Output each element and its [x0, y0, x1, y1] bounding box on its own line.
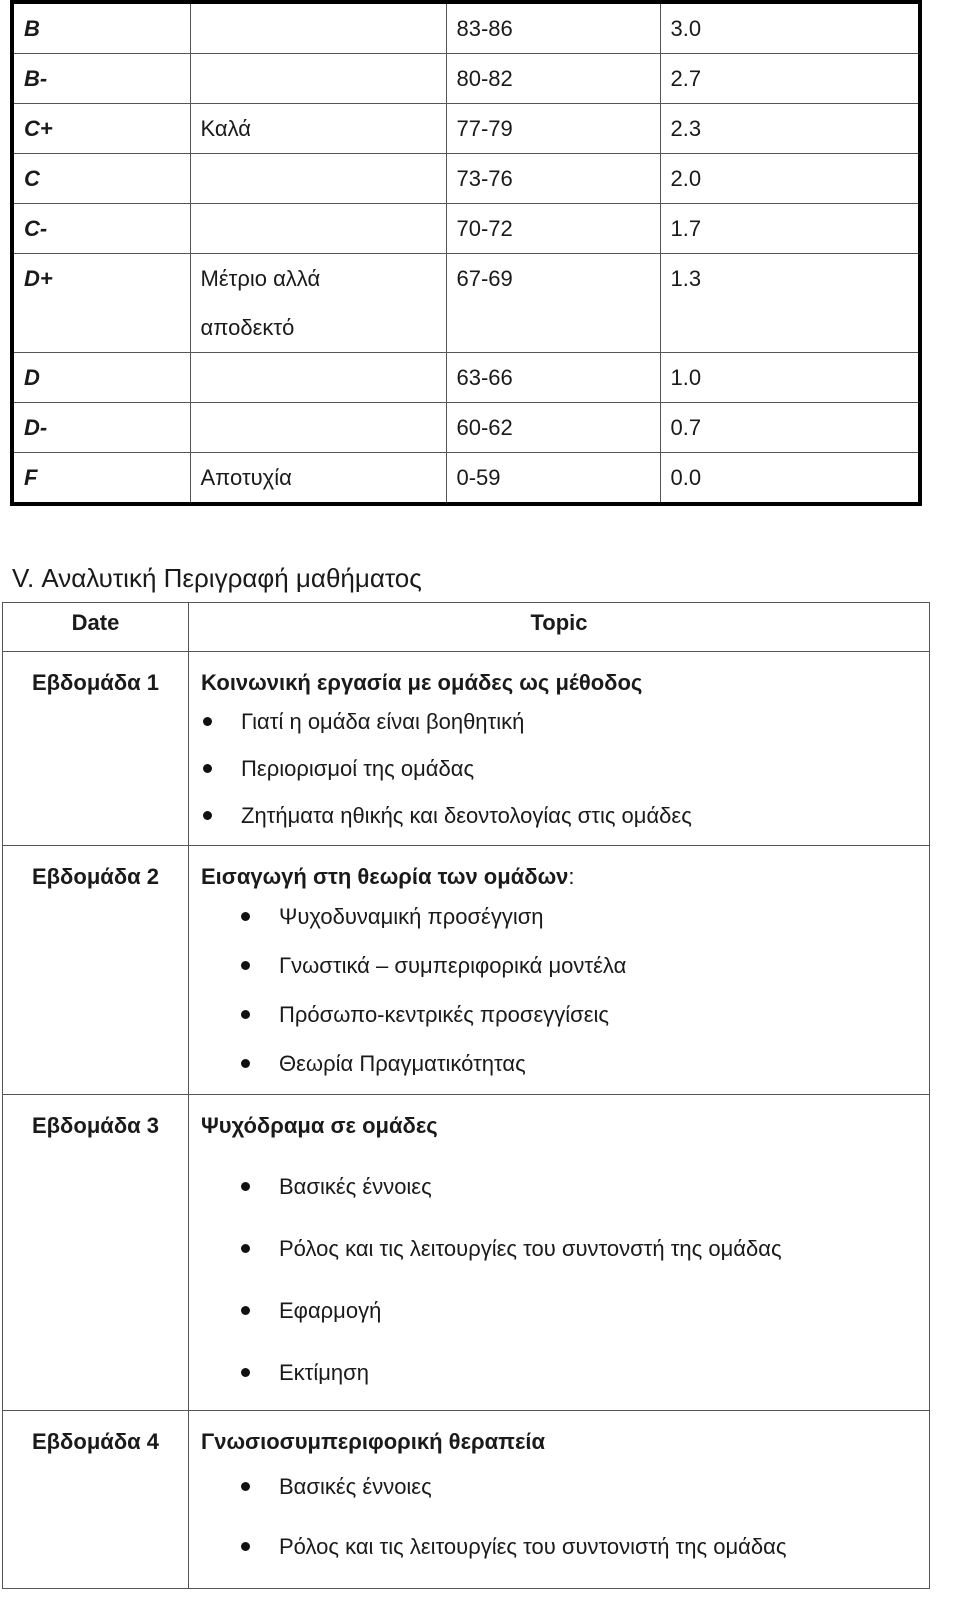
bullet-icon — [241, 912, 250, 921]
bullet-icon — [241, 1542, 250, 1551]
week-label: Εβδομάδα 1 — [3, 652, 189, 846]
table-row — [12, 403, 920, 453]
grade-letter: F — [12, 453, 190, 505]
list-item-text: Ρόλος και τις λειτουργίες του συντονστή της ομάδας — [279, 1236, 782, 1261]
topic-title — [201, 862, 919, 892]
grade-description-line: αποδεκτό — [200, 315, 295, 340]
column-header-topic: Topic — [189, 603, 930, 652]
grade-range: 70-72 — [446, 204, 660, 254]
grade-description: Καλά — [190, 104, 446, 154]
topic-cell — [189, 846, 930, 1095]
grade-points: 1.0 — [660, 353, 920, 403]
list-item — [201, 990, 919, 1039]
grade-letter: C — [12, 154, 190, 204]
topic-list — [201, 1457, 919, 1577]
bullet-icon — [241, 1482, 250, 1491]
grade-points: 2.7 — [660, 54, 920, 104]
grade-description: Αποτυχία — [190, 453, 446, 505]
grade-description — [190, 54, 446, 104]
grade-letter: C- — [12, 204, 190, 254]
topic-title-suffix: : — [568, 864, 575, 889]
list-item — [201, 1457, 919, 1517]
bullet-icon — [203, 811, 212, 820]
grade-points: 3.0 — [660, 2, 920, 54]
grade-range: 77-79 — [446, 104, 660, 154]
grade-range: 0-59 — [446, 453, 660, 505]
grade-description — [190, 154, 446, 204]
list-item — [201, 1342, 919, 1404]
table-row — [3, 652, 930, 846]
grade-range: 67-69 — [446, 254, 660, 353]
table-row — [12, 104, 920, 154]
list-item-text: Ψυχοδυναμική προσέγγιση — [279, 904, 544, 929]
grade-description-line: Μέτριο αλλά — [200, 266, 321, 291]
grade-range: 60-62 — [446, 403, 660, 453]
grade-letter: D — [12, 353, 190, 403]
table-row — [3, 846, 930, 1095]
bullet-icon — [241, 961, 250, 970]
list-item-text: Γιατί η ομάδα είναι βοηθητική — [241, 709, 525, 734]
section-heading: V. Αναλυτική Περιγραφή μαθήματος — [12, 563, 422, 593]
grade-table — [10, 0, 922, 506]
grade-letter: D- — [12, 403, 190, 453]
list-item-text: Περιορισμοί της ομάδας — [241, 756, 475, 781]
list-item — [201, 1039, 919, 1088]
list-item — [201, 1280, 919, 1342]
grade-points: 1.3 — [660, 254, 920, 353]
list-item-text: Θεωρία Πραγματικότητας — [279, 1051, 526, 1076]
bullet-icon — [241, 1244, 250, 1253]
week-label: Εβδομάδα 3 — [3, 1095, 189, 1411]
list-item-text: Πρόσωπο-κεντρικές προσεγγίσεις — [279, 1002, 610, 1027]
list-item-text: Εφαρμογή — [279, 1298, 382, 1323]
table-row — [12, 154, 920, 204]
topic-title: Γνωσιοσυμπεριφορική θεραπεία — [201, 1429, 546, 1454]
topic-cell — [189, 1095, 930, 1411]
table-row — [12, 2, 920, 54]
grade-letter: B — [12, 2, 190, 54]
topic-title: Ψυχόδραμα σε ομάδες — [201, 1113, 438, 1138]
topic-list — [201, 698, 919, 839]
grade-description — [190, 2, 446, 54]
grade-range: 83-86 — [446, 2, 660, 54]
bullet-icon — [241, 1059, 250, 1068]
bullet-icon — [241, 1368, 250, 1377]
grade-description — [190, 254, 446, 353]
list-item-text: Ρόλος και τις λειτουργίες του συντονιστή της ομάδας — [279, 1534, 787, 1559]
list-item-text: Βασικές έννοιες — [279, 1474, 432, 1499]
syllabus-table — [2, 602, 930, 1589]
column-header-date: Date — [3, 603, 189, 652]
list-item — [201, 1517, 919, 1577]
topic-title: Κοινωνική εργασία με ομάδες ως μέθοδος — [201, 670, 643, 695]
list-item — [201, 941, 919, 990]
grade-letter: C+ — [12, 104, 190, 154]
table-header-row — [3, 603, 930, 652]
table-row — [12, 54, 920, 104]
grade-description — [190, 204, 446, 254]
list-item — [201, 892, 919, 941]
topic-list — [201, 1156, 919, 1404]
topic-list — [201, 892, 919, 1088]
bullet-icon — [241, 1182, 250, 1191]
grade-description — [190, 353, 446, 403]
list-item — [201, 1218, 919, 1280]
bullet-icon — [203, 717, 212, 726]
topic-cell — [189, 1411, 930, 1589]
list-item — [201, 698, 919, 745]
list-item-text: Γνωστικά – συμπεριφορικά μοντέλα — [279, 953, 627, 978]
list-item — [201, 745, 919, 792]
table-row — [12, 204, 920, 254]
grade-range: 73-76 — [446, 154, 660, 204]
list-item — [201, 1156, 919, 1218]
grade-points: 1.7 — [660, 204, 920, 254]
table-row — [12, 453, 920, 505]
grade-range: 63-66 — [446, 353, 660, 403]
grade-points: 2.0 — [660, 154, 920, 204]
grade-letter: D+ — [12, 254, 190, 353]
topic-title-text: Εισαγωγή στη θεωρία των ομάδων — [201, 864, 569, 889]
topic-cell — [189, 652, 930, 846]
grade-range: 80-82 — [446, 54, 660, 104]
bullet-icon — [241, 1010, 250, 1019]
table-row — [12, 353, 920, 403]
table-row — [3, 1411, 930, 1589]
list-item-text: Εκτίμηση — [279, 1360, 369, 1385]
week-label: Εβδομάδα 2 — [3, 846, 189, 1095]
table-row — [3, 1095, 930, 1411]
bullet-icon — [203, 764, 212, 773]
grade-description — [190, 403, 446, 453]
grade-points: 0.0 — [660, 453, 920, 505]
grade-points: 2.3 — [660, 104, 920, 154]
grade-points: 0.7 — [660, 403, 920, 453]
bullet-icon — [241, 1306, 250, 1315]
list-item-text: Βασικές έννοιες — [279, 1174, 432, 1199]
list-item-text: Ζητήματα ηθικής και δεοντολογίας στις ομάδες — [241, 803, 692, 828]
week-label: Εβδομάδα 4 — [3, 1411, 189, 1589]
table-row — [12, 254, 920, 353]
list-item — [201, 792, 919, 839]
grade-letter: B- — [12, 54, 190, 104]
